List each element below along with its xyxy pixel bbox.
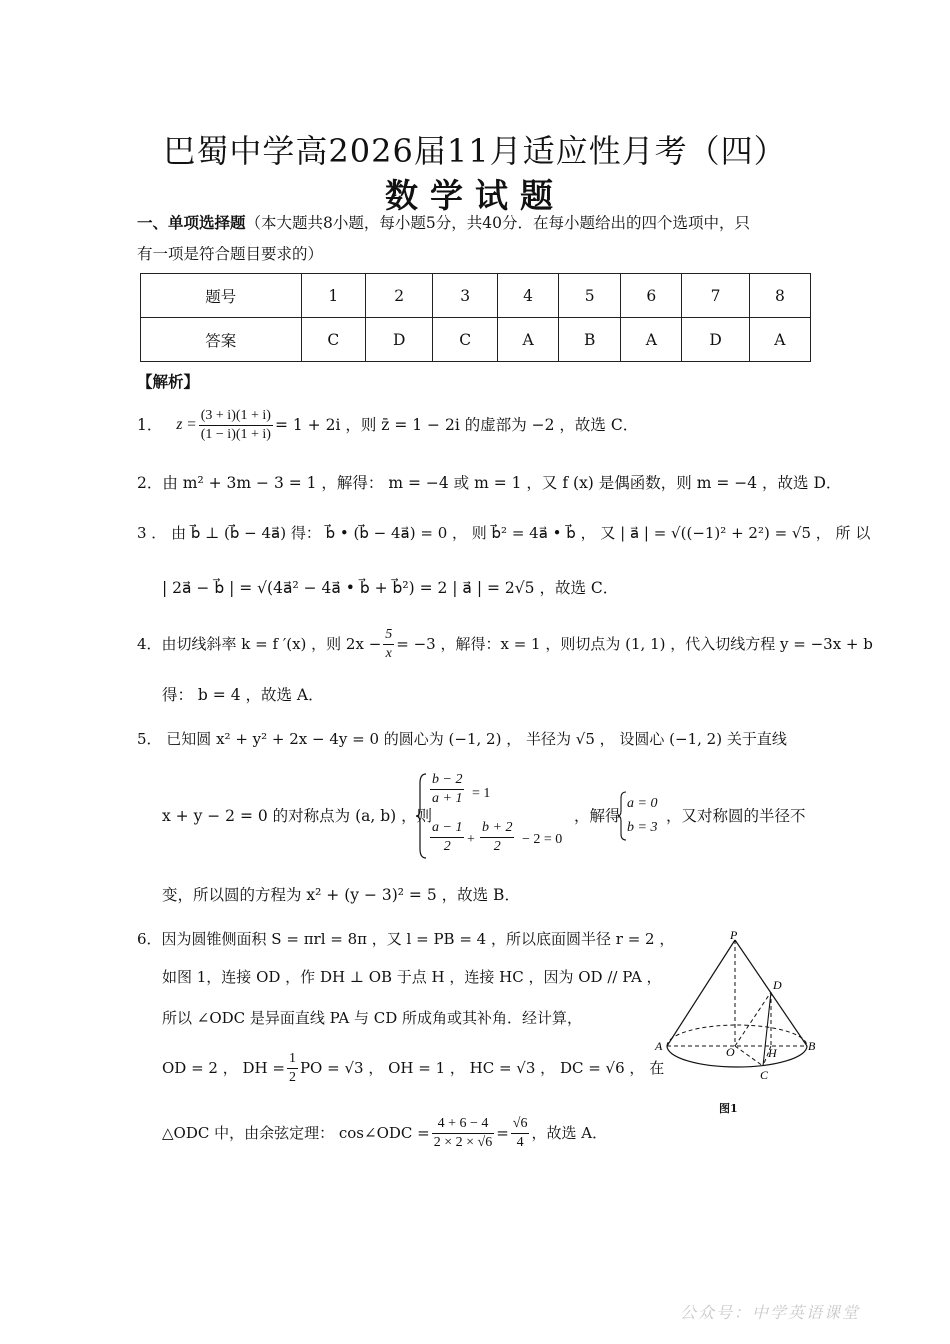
- q4-solution: [137, 622, 873, 666]
- q1-rest: = 1 + 2i ，则 z̄ = 1 − 2i 的虚部为 −2 ，故选 C．: [274, 416, 639, 434]
- q1-lhs: z =: [176, 416, 197, 433]
- q5-line-3: 变，所以圆的方程为 x² + (y − 3)² = 5 ，故选 B．: [162, 886, 520, 904]
- q6-line5-fraction: [432, 1115, 494, 1152]
- q5-sys2-fraction-1: [430, 819, 464, 856]
- answer-cell: D: [366, 318, 433, 362]
- q5-sys1-rhs: = 1: [472, 786, 491, 801]
- question-cell: 7: [682, 274, 749, 318]
- answer-cell: C: [301, 318, 366, 362]
- label-h: H: [768, 1046, 777, 1060]
- q1-solution: [137, 403, 638, 447]
- q5-sys2-fraction-2: [480, 819, 514, 856]
- analysis-label: 【解析】: [137, 372, 200, 391]
- section-header: [137, 212, 750, 234]
- q6-line4-fd: 2: [288, 1069, 296, 1085]
- q6-line5-fn: 4 + 6 − 4: [432, 1115, 494, 1134]
- q2-solution: 2．由 m² + 3m − 3 = 1 ，解得： m = −4 或 m = 1 ，又 f (x) 是偶函数，则 m = −4 ，故选 D．: [137, 474, 842, 492]
- q4-frac-den: x: [385, 645, 392, 661]
- q5-sys1-num: b − 2: [430, 771, 464, 790]
- label-o: O: [726, 1045, 735, 1059]
- q6-line5-fd2: 4: [516, 1134, 524, 1150]
- q5-sys2-num2: b + 2: [480, 819, 514, 838]
- section-desc-1: （本大题共8小题，每小题5分，共40分．在每小题给出的四个选项中，只: [245, 214, 750, 232]
- section-desc-2: 有一项是符合题目要求的）: [137, 245, 324, 263]
- label-a: A: [655, 1039, 663, 1053]
- question-row: [141, 274, 811, 318]
- q6-line5-eq: =: [496, 1124, 509, 1142]
- q6-line5-fraction-2: [511, 1115, 530, 1152]
- q5-mid: ，解得: [574, 807, 621, 825]
- page-title: 巴蜀中学高2026届11月适应性月考（四）: [163, 132, 787, 170]
- q5-sys2-num1: a − 1: [430, 819, 464, 838]
- q6-line4-fraction: [287, 1050, 298, 1087]
- q6-line-2: 如图 1，连接 OD ，作 DH ⊥ OB 于点 H ，连接 HC ，因为 OD // PA ，: [162, 968, 662, 986]
- q5-sys2-rhs: − 2 = 0: [522, 832, 563, 847]
- question-cell: 6: [621, 274, 682, 318]
- question-cell: 2: [366, 274, 433, 318]
- label-b: B: [808, 1039, 816, 1053]
- question-cell: 3: [433, 274, 498, 318]
- q6-line4-b: PO = √3 ， OH = 1 ， HC = √3 ， DC = √6 ， 在: [299, 1059, 665, 1077]
- q5-pre: x + y − 2 = 0 的对称点为 (a, b) ，则: [162, 807, 433, 825]
- q4-post: = −3 ，解得：x = 1 ，则切点为 (1, 1) ，代入切线方程 y = −3x + b: [396, 635, 873, 653]
- q6-line5-b: ，故选 A．: [531, 1124, 608, 1142]
- answer-table: [140, 273, 811, 362]
- q4-pre: 4．由切线斜率 k = f ′(x) ，则 2x −: [137, 635, 382, 653]
- q5-sol1: a = 0: [627, 796, 658, 811]
- q5-post: ，又对称圆的半径不: [666, 807, 806, 825]
- q4-line-2: 得： b = 4 ，故选 A．: [162, 686, 324, 704]
- q6-line4-fn: 1: [287, 1050, 298, 1069]
- edge-pa: [667, 940, 735, 1046]
- row-label-answer: 答案: [141, 318, 302, 362]
- left-brace-icon: [618, 791, 627, 841]
- left-brace-icon: [416, 773, 428, 859]
- figure-caption: 图1: [719, 1102, 738, 1115]
- q6-line5-a: △ODC 中，由余弦定理： cos∠ODC =: [162, 1124, 430, 1142]
- label-d: D: [773, 978, 782, 992]
- q5-line-2: [162, 771, 822, 861]
- cone-figure: [650, 926, 830, 1086]
- q1-number: 1．: [137, 416, 163, 434]
- row-label-question: 题号: [141, 274, 302, 318]
- q6-line-4: [162, 1046, 664, 1090]
- watermark: 公众号：中学英语课堂: [680, 1303, 861, 1322]
- label-c: C: [760, 1068, 769, 1082]
- q6-line-5: [162, 1110, 607, 1156]
- page-subtitle: 数学试题: [385, 176, 565, 215]
- answer-cell: A: [749, 318, 810, 362]
- q5-sys2-plus: +: [467, 832, 475, 847]
- q6-line5-fn2: √6: [511, 1115, 530, 1134]
- q1-frac-num: (3 + i)(1 + i): [199, 407, 273, 426]
- answer-cell: A: [497, 318, 558, 362]
- q6-line5-fd: 2 × 2 × √6: [433, 1134, 493, 1150]
- q3-line-1: 3 ． 由 b⃗ ⊥ (b⃗ − 4a⃗) 得： b⃗ • (b⃗ − 4a⃗) = 0 ， 则 b⃗² = 4a⃗ • b⃗ ， 又 | a⃗ | = √((−1)² + 2²) = √5 ， 所 以: [137, 524, 871, 542]
- question-cell: 1: [301, 274, 366, 318]
- q5-sys2-den1: 2: [443, 839, 451, 854]
- answer-cell: D: [682, 318, 749, 362]
- q1-fraction: [199, 407, 273, 444]
- question-cell: 8: [749, 274, 810, 318]
- q5-sys2-den2: 2: [493, 839, 501, 854]
- base-front-arc: [667, 1046, 807, 1067]
- q6-line-3: 所以 ∠ODC 是异面直线 PA 与 CD 所成角或其补角．经计算，: [162, 1009, 583, 1027]
- answer-cell: C: [433, 318, 498, 362]
- answer-row: [141, 318, 811, 362]
- label-p: P: [730, 928, 738, 942]
- segment-oc: [735, 1046, 763, 1066]
- question-cell: 5: [559, 274, 621, 318]
- section-heading: 一、单项选择题: [137, 213, 246, 232]
- q5-sys1-fraction: [430, 771, 464, 808]
- question-cell: 4: [497, 274, 558, 318]
- q4-fraction: [383, 626, 394, 663]
- q4-frac-num: 5: [383, 626, 394, 645]
- answer-cell: B: [559, 318, 621, 362]
- q5-line-1: 5． 已知圆 x² + y² + 2x − 4y = 0 的圆心为 (−1, 2) ， 半径为 √5 ， 设圆心 (−1, 2) 关于直线: [137, 730, 787, 748]
- q1-frac-den: (1 − i)(1 + i): [200, 426, 271, 442]
- q5-sol2: b = 3: [627, 820, 658, 835]
- q6-line4-a: OD = 2 ， DH =: [162, 1059, 285, 1077]
- q6-line-1: 6．因为圆锥侧面积 S = πrl = 8π ，又 l = PB = 4 ，所以底面圆半径 r = 2 ，: [137, 930, 675, 948]
- q5-sys1-den: a + 1: [432, 791, 463, 806]
- answer-cell: A: [621, 318, 682, 362]
- q3-line-2: | 2a⃗ − b⃗ | = √(4a⃗² − 4a⃗ • b⃗ + b⃗²) = 2 | a⃗ | = 2√5 ，故选 C．: [162, 579, 619, 597]
